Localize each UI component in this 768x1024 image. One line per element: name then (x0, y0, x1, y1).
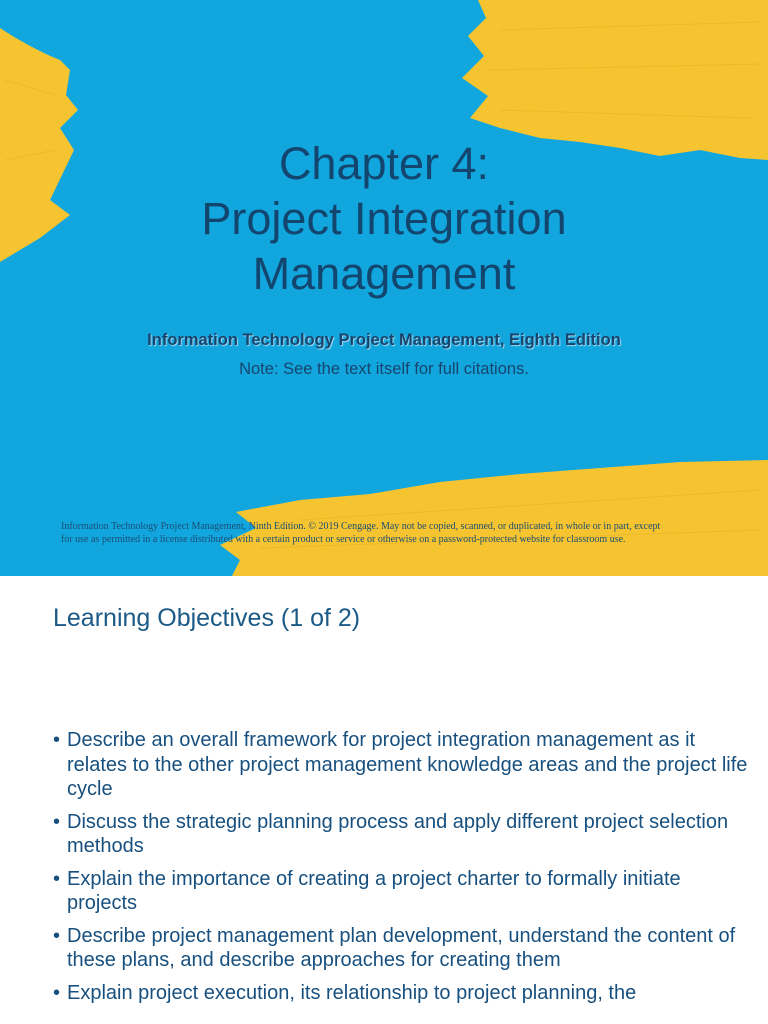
bullet-icon: • (53, 729, 61, 751)
book-subtitle: Information Technology Project Management, Eighth Edition (147, 331, 621, 349)
objectives-list (53, 728, 753, 1013)
copyright-notice (61, 520, 721, 546)
learning-objectives-slide (0, 576, 768, 1024)
slide-title (0, 136, 768, 301)
slide-heading: Learning Objectives (1 of 2) (53, 604, 361, 632)
list-item (53, 867, 753, 916)
bullet-text: Discuss the strategic planning process and apply different project selection methods (67, 810, 729, 857)
bullet-icon: • (53, 981, 61, 1004)
copyright-line-2: for use as permitted in a license distributed with a certain product or service or otherwise on a password-protected website for classroom use. (61, 534, 626, 545)
bullet-text: Describe project management plan development, understand the content of these plans, and describe approaches for creating them (67, 924, 736, 971)
bullet-text: Describe an overall framework for project integration management as it relates to the other project management knowledge areas and the project life cycle (67, 729, 748, 800)
bullet-icon: • (53, 867, 61, 890)
list-item (53, 810, 753, 859)
copyright-line-1: Information Technology Project Management, Ninth Edition. © 2019 Cengage. May not be copied, scanned, or duplicated, in whole or in part, except (61, 521, 661, 532)
title-line-3: Management (252, 248, 516, 299)
bullet-icon: • (53, 810, 61, 833)
title-line-2: Project Integration (201, 193, 567, 244)
bullet-text: Explain project execution, its relationship to project planning, the (67, 981, 637, 1004)
citation-note: Note: See the text itself for full citations. (239, 360, 529, 378)
list-item (53, 924, 753, 973)
bullet-icon: • (53, 924, 61, 947)
title-line-1: Chapter 4: (278, 138, 490, 189)
list-item (53, 981, 753, 1006)
bullet-text: Explain the importance of creating a project charter to formally initiate projects (67, 867, 681, 914)
list-item (53, 728, 753, 802)
